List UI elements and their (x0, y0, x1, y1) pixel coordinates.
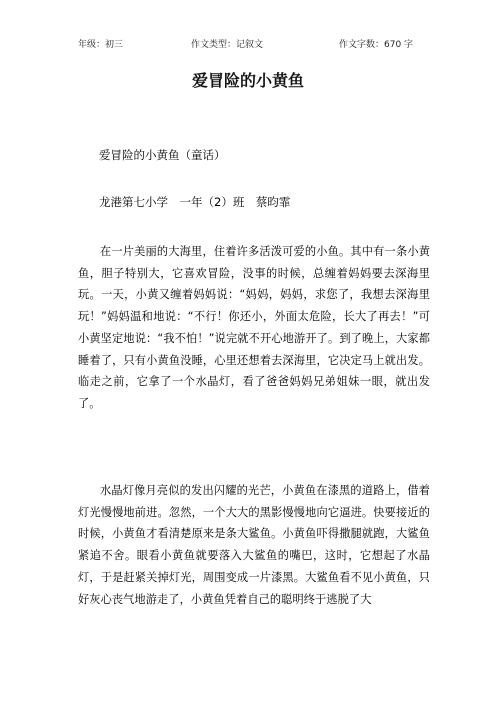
document-title: 爱冒险的小黄鱼 (191, 71, 304, 90)
header-grade: 年级：初三 (78, 40, 124, 50)
header-essay-type: 作文类型：记叙文 (191, 40, 264, 50)
page-header (0, 38, 496, 52)
essay-subtitle: 爱冒险的小黄鱼（童话） (99, 148, 226, 162)
body-paragraph-1: 在一片美丽的大海里，住着许多活泼可爱的小鱼。其中有一条小黄鱼，胆子特别大，它喜欢冒险，没事的时候，总缠着妈妈要去深海里玩。一天，小黄又缠着妈妈说：“妈妈，妈妈，求您了，我想去深海里玩！”妈妈温和地说：“不行！你还小，外面太危险，长大了再去！”可小黄坚定地说：“我不怕！”说完就不开心地游开了。到了晚上，大家都睡着了，只有小黄鱼没睡，心里还想着去深海里，它决定马上就出发。临走之前，它拿了一个水晶灯，看了爸爸妈妈兄弟姐妹一眼，就出发了。 (78, 245, 430, 410)
header-word-count: 作文字数：670 字 (339, 40, 414, 50)
author-line: 龙港第七小学 一年（2）班 蔡昀霏 (99, 195, 291, 209)
body-paragraph-2: 水晶灯像月亮似的发出闪耀的光芒，小黄鱼在漆黑的道路上，借着灯光慢慢地前进。忽然，一个大大的黑影慢慢地向它逼进。快要接近的时候，小黄鱼才看清楚原来是条大鲨鱼。小黄鱼吓得撒腿就跑，大鲨鱼紧追不舍。眼看小黄鱼就要落入大鲨鱼的嘴巴，这时，它想起了水晶灯，于是赶紧关掉灯光，周围变成一片漆黑。大鲨鱼看不见小黄鱼，只好灰心丧气地游走了，小黄鱼凭着自己的聪明终于逃脱了大 (78, 484, 430, 606)
